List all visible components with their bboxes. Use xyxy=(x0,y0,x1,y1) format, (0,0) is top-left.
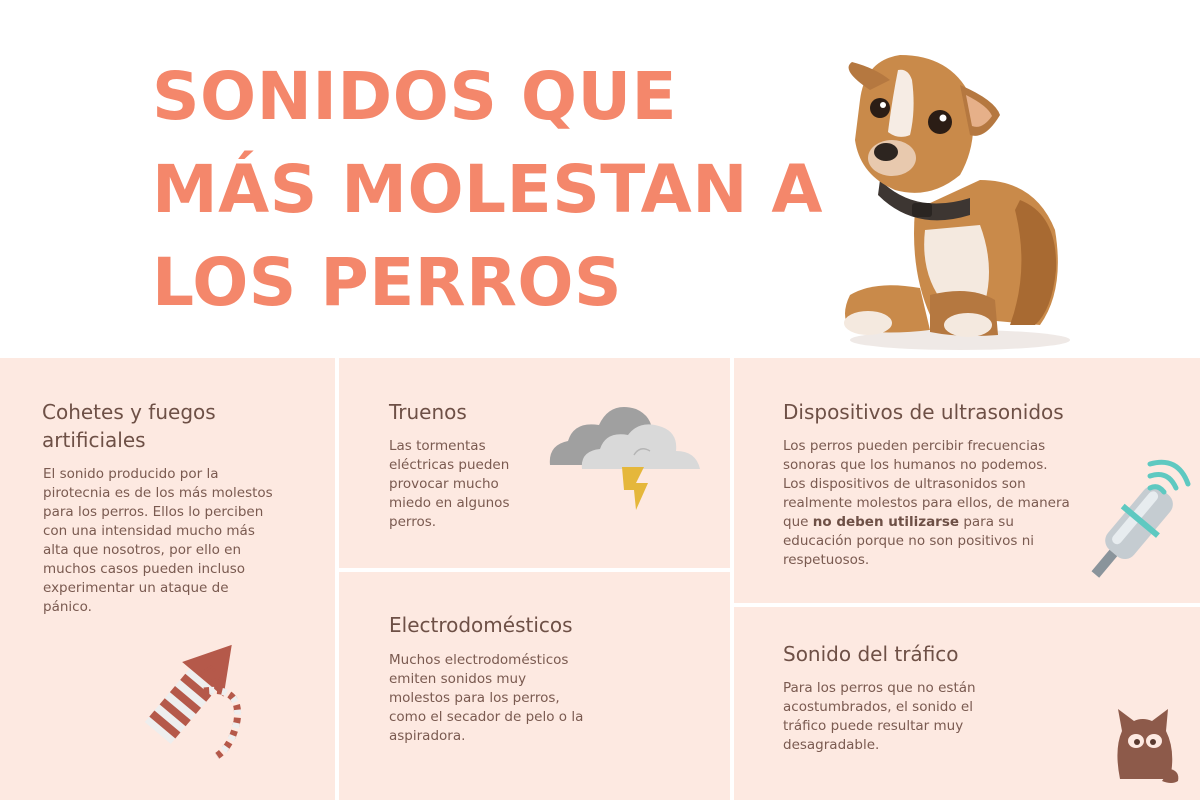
section-text xyxy=(783,437,1073,570)
section-cohetes xyxy=(0,358,335,800)
section-text: El sonido producido por la pirotecnia es de los más molestos para los perros. Ellos lo perciben con una intensidad mucho más alta que nosotros, por ello en muchos casos pueden incluso experimentar un ataque de pánico. xyxy=(43,466,273,615)
section-electrodomesticos xyxy=(339,572,730,800)
section-text: Para los perros que no están acostumbrados, el sonido el tráfico puede resultar muy desagradable. xyxy=(783,680,976,753)
section-ultrasonidos xyxy=(734,358,1200,603)
dog-illustration xyxy=(820,40,1070,350)
sound-grid xyxy=(0,358,1200,800)
cat-logo-icon xyxy=(1112,705,1182,785)
section-heading: Cohetes y fuegos artificiales xyxy=(42,400,216,452)
header xyxy=(0,0,1200,358)
text-emphasis: no deben utilizarse xyxy=(812,514,960,530)
section-trafico xyxy=(734,607,1200,800)
section-heading: Electrodomésticos xyxy=(389,613,573,637)
section-heading: Sonido del tráfico xyxy=(783,642,959,666)
title-line-3: LOS PERROS xyxy=(152,244,623,321)
section-text: Muchos electrodomésticos emiten sonidos muy molestos para los perros, como el secador de pelo o la aspiradora. xyxy=(389,652,584,744)
section-text: Las tormentas eléctricas pueden provocar mucho miedo en algunos perros. xyxy=(389,438,510,530)
ultrasound-device-icon xyxy=(1062,458,1192,588)
text-part: Los perros pueden percibir frecuencias sonoras que los humanos no podemos. Los dispositivos de ultrasonidos son realmente molestos para ellos, de manera que xyxy=(783,438,1070,530)
title-line-1: SONIDOS QUE xyxy=(152,58,678,135)
section-truenos xyxy=(339,358,730,568)
firework-rocket-icon xyxy=(112,636,252,766)
title-line-2: MÁS MOLESTAN A xyxy=(152,151,823,228)
section-heading: Dispositivos de ultrasonidos xyxy=(783,400,1064,424)
section-heading: Truenos xyxy=(389,400,467,424)
page-title xyxy=(152,50,823,329)
storm-cloud-icon xyxy=(544,393,704,518)
text-part: para su educación porque no son positivos ni respetuosos. xyxy=(783,514,1035,568)
